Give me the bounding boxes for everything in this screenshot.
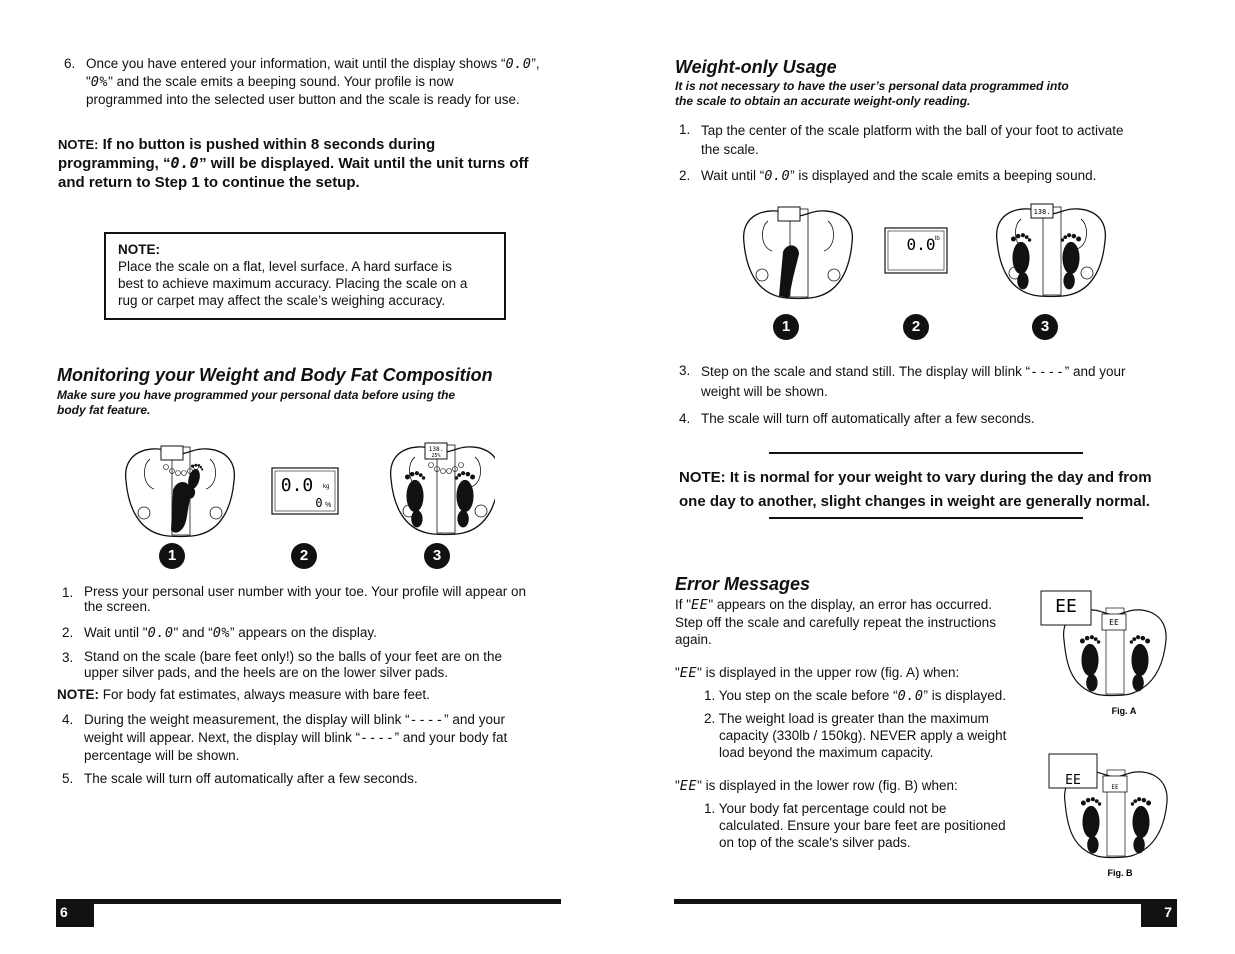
text: ” and your [1064,364,1126,379]
scale3-readout-bottom: 25% [431,453,441,459]
text: body fat feature. [57,403,151,417]
page-number-right: 7 [1141,899,1177,927]
note-rule-bottom [769,517,1083,519]
step-badge-2: 2 [291,543,317,569]
text: " appears on the display, an error has occurred. [708,597,993,612]
display-bottom-value: 0 [315,496,323,510]
text: " is displayed in the upper row (fig. A) when: [697,665,960,680]
lcd-text: EE [679,665,698,681]
step-badge-1: 1 [773,314,799,340]
scale3-readout-top: 138. [428,446,444,453]
list-item [62,624,562,642]
text: the scale to obtain an accurate weight-only reading. [675,94,971,108]
text: programming, “ [58,155,171,172]
text: ”, [531,56,540,71]
text: again. [675,632,712,647]
error-display-b: EE [1065,773,1081,788]
text: During the weight measurement, the display will blink “ [84,712,410,727]
page-number-left: 6 [56,899,94,927]
item-number: 1. [62,585,74,600]
scale-readout: 138. [1033,208,1051,216]
text: If no button is pushed within 8 seconds during [98,136,436,153]
text: Wait until " [84,625,148,640]
text: Place the scale on a flat, level surface. A hard surface is [118,259,452,274]
item-number: 2. [62,625,74,640]
text: and return to Step 1 to continue the setup. [58,174,360,191]
item-number: 5. [62,771,74,786]
lcd-text: ---- [1030,364,1065,380]
scale-mini-display-b: EE [1111,784,1119,791]
lcd-text: ---- [360,730,395,746]
text: programmed into the selected user button and the scale is ready for use. [86,92,520,107]
text: calculated. Ensure your bare feet are positioned [719,818,1006,833]
note-label: NOTE: [58,137,99,152]
text: load beyond the maximum capacity. [719,745,934,760]
error-intro [675,596,1035,648]
lcd-text: 0.0 [764,168,791,184]
section-title-monitoring: Monitoring your Weight and Body Fat Composition [57,365,493,385]
text: " [675,778,680,793]
section-title-weight-only: Weight-only Usage [675,57,837,77]
item-number: 4. [679,411,691,426]
text: 1. Your body fat percentage could not be [704,801,947,816]
scale-step3-illustration [391,443,495,535]
display-top-unit: kg [323,484,330,490]
text: If " [675,597,692,612]
text: Press your personal user number with your toe. Your profile will appear on [84,584,526,599]
item-number: 2. [679,168,691,183]
body-fat-instructions [57,584,562,787]
text: NOTE: It is normal for your weight to vary during the day and from [679,469,1152,486]
list-item [679,167,1179,185]
display-bottom-unit: % [325,502,332,509]
lcd-text: 0.0 [170,154,200,172]
text: " and “ [173,625,213,640]
note-rule-top [769,452,1083,454]
error-lower-row [675,777,1035,851]
scale-step1-illustration [126,446,235,537]
text: Tap the center of the scale platform with the ball of your foot to activate [701,123,1124,138]
text: Make sure you have programmed your personal data before using the [57,388,456,402]
text: the scale. [701,142,759,157]
lcd-text: 0.0 [147,625,174,641]
step-badge-3: 3 [424,543,450,569]
lcd-text: 0.0 [505,56,532,72]
scale-mini-display-a: EE [1109,618,1119,627]
text: best to achieve maximum accuracy. Placing the scale on a [118,276,468,291]
text: 2. The weight load is greater than the maximum [704,711,989,726]
text: one day to another, slight changes in weight are generally normal. [679,493,1150,510]
weight-variation-note [679,466,1189,514]
text: ” is displayed and the scale emits a beeping sound. [790,168,1097,183]
weight-only-steps-1-2 [679,121,1179,185]
step-6-paragraph [64,55,564,108]
text: on top of the scale's silver pads. [719,835,911,850]
list-item [62,770,562,787]
surface-note-box [104,232,506,320]
item-number: 3. [679,363,691,378]
figure-b-lower-error [1045,752,1180,882]
text: weight will be shown. [701,384,828,399]
lcd-text: 0% [212,625,231,641]
figure-a-upper-error [1040,590,1175,720]
scale-standing-illustration [997,204,1106,297]
text: percentage will be shown. [84,748,240,763]
text: " is displayed in the lower row (fig. B) when: [697,778,958,793]
text: ” and your [444,712,505,727]
step-badge-2: 2 [903,314,929,340]
error-upper-row [675,664,1035,761]
text: The scale will turn off automatically after a few seconds. [84,771,418,786]
text: upper silver pads, and the heels are on the lower silver pads. [84,665,448,680]
lcd-text: 0% [90,74,109,90]
item-number: 4. [62,712,74,727]
text: Step off the scale and carefully repeat the instructions [675,615,996,630]
lcd-text: EE [691,597,709,613]
scale-tap-illustration [744,207,853,299]
text: Once you have entered your information, wait until the display shows “ [86,56,506,71]
text: Wait until “ [701,168,765,183]
text: 1. You step on the scale before “ [704,688,898,703]
list-item [679,410,1179,427]
list-item [62,584,562,614]
bare-feet-note [57,686,562,703]
text: ” and your body fat [394,730,508,745]
text: capacity (330lb / 150kg). NEVER apply a weight [719,728,1007,743]
display-top-value: 0.0 [280,475,314,496]
programming-note [58,135,563,192]
section-subtitle [57,388,562,418]
list-item [62,711,562,764]
text: Stand on the scale (bare feet only!) so the balls of your feet are on the [84,649,503,664]
note-label: NOTE: [57,687,99,702]
footer-rule-right [674,899,1141,904]
step-number: 6. [64,56,76,71]
note-box-title: NOTE: [118,242,160,257]
error-display-a: EE [1055,596,1077,617]
list-item [62,649,562,681]
item-number: 1. [679,122,691,137]
list-item [679,121,1179,159]
text: It is not necessary to have the user’s personal data programmed into [675,79,1069,93]
display-value: 0.0 [906,235,936,254]
lcd-text: ---- [409,712,445,728]
text: " [86,74,91,89]
lcd-text: EE [679,778,698,794]
item-number: 3. [62,650,74,665]
text: ” is displayed. [923,688,1007,703]
text: weight will appear. Next, the display will blink “ [84,730,361,745]
text: rug or carpet may affect the scale’s weighing accuracy. [118,293,446,308]
list-item [679,362,1179,401]
text: " and the scale emits a beeping sound. Your profile is now [108,74,454,89]
step-badge-1: 1 [159,543,185,569]
display-lb-illustration [885,228,947,273]
text: " [675,665,680,680]
text: ” appears on the display. [230,625,377,640]
step-badge-3: 3 [1032,314,1058,340]
text: ” will be displayed. Wait until the unit turns off [199,155,529,172]
weight-only-steps-3-4 [679,362,1179,427]
text: Step on the scale and stand still. The display will blink “ [701,364,1031,379]
footer-rule-left [94,899,561,904]
display-unit: lb [935,236,940,242]
text: For body fat estimates, always measure with bare feet. [99,687,430,702]
display-step2-illustration [272,468,338,514]
lcd-text: 0.0 [897,688,924,704]
figure-b-caption: Fig. B [1107,868,1133,878]
section-title-errors: Error Messages [675,574,811,594]
figure-a-caption: Fig. A [1111,706,1137,716]
section-subtitle [675,79,1175,109]
text: the screen. [84,599,151,614]
text: The scale will turn off automatically after a few seconds. [701,411,1035,426]
